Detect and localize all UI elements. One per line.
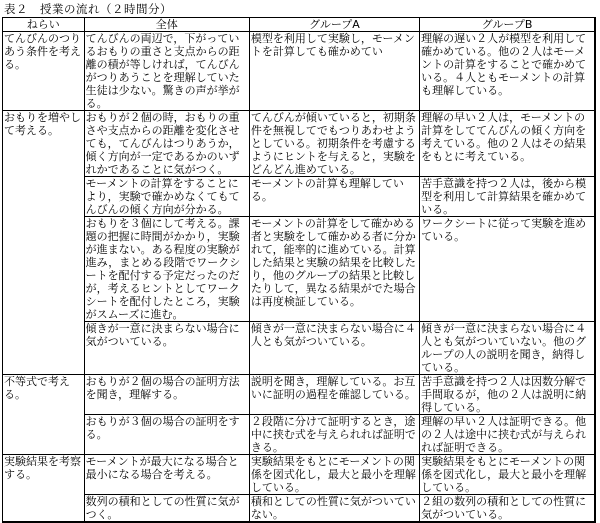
- whole-cell: おもりが２個の場合の証明方法を聞き，理解する。: [84, 375, 249, 415]
- group-b-cell: 理解の早い２人は証明できる。他の２人は途中に挟む式が与えられれば証明できる。: [420, 415, 595, 455]
- table-row: [3, 111, 596, 177]
- aim-cell: 不等式で考える。: [3, 375, 85, 455]
- table-row: [3, 495, 596, 523]
- group-a-cell: 傾きが一意に決まらない場合に４人とも気がついている。: [249, 322, 419, 375]
- whole-cell: てんびんの両辺で，下がっているおもりの重さと支点からの距離の積が等しければ，てんびんがつりあうことを理解していた生徒は少ない。驚きの声が挙がる。: [84, 32, 249, 111]
- group-b-cell: 苦手意識を持つ２人は因数分解で手間取るが，他の２人は説明に納得している。: [420, 375, 595, 415]
- aim-cell: おもりを増やして考える。: [3, 111, 85, 375]
- group-a-cell: モーメントの計算をして確かめる者と実験をして確かめる者に分かれて，能率的に進めている。計算した結果と実験の結果を比較したり，他のグループの結果と比較したりして，異なる結果がでた場合は再度検証している。: [249, 217, 419, 322]
- group-b-cell: 苦手意識を持つ２人は，後から模型を利用して計算結果を確かめている。: [420, 177, 595, 217]
- table-row: [3, 217, 596, 322]
- table-caption: 表２ 授業の流れ（２時間分）: [4, 2, 172, 16]
- whole-cell: 傾きが一意に決まらない場合に気がついている。: [84, 322, 249, 375]
- whole-cell: おもりが２個の時，おもりの重さや支点からの距離を変化させても，てんびんはつりあうか，傾く方向が一定であるかのいずれかであることに気がつく。: [84, 111, 249, 177]
- whole-cell: モーメントが最大になる場合と最小になる場合を考える。: [84, 455, 249, 495]
- group-a-cell: 説明を聞き，理解している。お互いに証明の過程を確認している。: [249, 375, 419, 415]
- table-row: [3, 32, 596, 111]
- whole-cell: 数列の積和としての性質に気がつく。: [84, 495, 249, 523]
- group-b-cell: 理解の早い２人は，モーメントの計算をしててんびんの傾く方向を考えている。他の２人はその結果をもとに考えている。: [420, 111, 595, 177]
- group-a-cell: モーメントの計算も理解している。: [249, 177, 419, 217]
- table-row: [3, 322, 596, 375]
- whole-cell: モーメントの計算をすることにより，実験で確かめなくてもてんびんの傾く方向が分かる。: [84, 177, 249, 217]
- table-row: [3, 177, 596, 217]
- group-b-cell: ワークシートに従って実験を進めている。: [420, 217, 595, 322]
- aim-cell: 実験結果を考察する。: [3, 455, 85, 523]
- group-b-cell: 理解の遅い２人が模型を利用して確かめている。他の２人はモーメントの計算をすることで確かめている。４人ともモーメントの計算も理解している。: [420, 32, 595, 111]
- table-row: [3, 415, 596, 455]
- whole-cell: おもりを３個にして考える。課題の把握に時間がかかり，実験が進まない。ある程度の実験が進み，まとめる段階でワークシートを配付する予定だったのだが，考えるヒントとしてワークシートを配付したところ，実験がスムーズに進む。: [84, 217, 249, 322]
- group-a-cell: ２段階に分けて証明するとき，途中に挟む式を与えられれば証明できる。: [249, 415, 419, 455]
- aim-cell: てんびんのつりあう条件を考える。: [3, 32, 85, 111]
- header-group-b: グループB: [420, 18, 595, 32]
- table-row: [3, 455, 596, 495]
- group-a-cell: 模型を利用して実験し，モーメントを計算しても確かめてい: [249, 32, 419, 111]
- group-a-cell: 積和としての性質に気がついていない。: [249, 495, 419, 523]
- whole-cell: おもりが３個の場合の証明をする。: [84, 415, 249, 455]
- header-aim: ねらい: [3, 18, 85, 32]
- header-group-a: グループA: [249, 18, 419, 32]
- group-b-cell: 実験結果をもとにモーメントの関係を図式化し，最大と最小を理解している。: [420, 455, 595, 495]
- table-row: [3, 375, 596, 415]
- group-a-cell: てんびんが傾いていると，初期条件を無視してでもつりあわせようとしている。初期条件を考慮するようにヒントを与えると，実験をどんどん進めている。: [249, 111, 419, 177]
- table-header-row: [3, 18, 596, 32]
- group-b-cell: 傾きが一意に決まらない場合に４人とも気がついていない。他のグループの人の説明を聞き，納得している。: [420, 322, 595, 375]
- lesson-flow-table: [2, 17, 596, 523]
- group-b-cell: ２組の数列の積和としての性質に気がついている。: [420, 495, 595, 523]
- group-a-cell: 実験結果をもとにモーメントの関係を図式化し，最大と最小を理解している。: [249, 455, 419, 495]
- header-whole: 全体: [84, 18, 249, 32]
